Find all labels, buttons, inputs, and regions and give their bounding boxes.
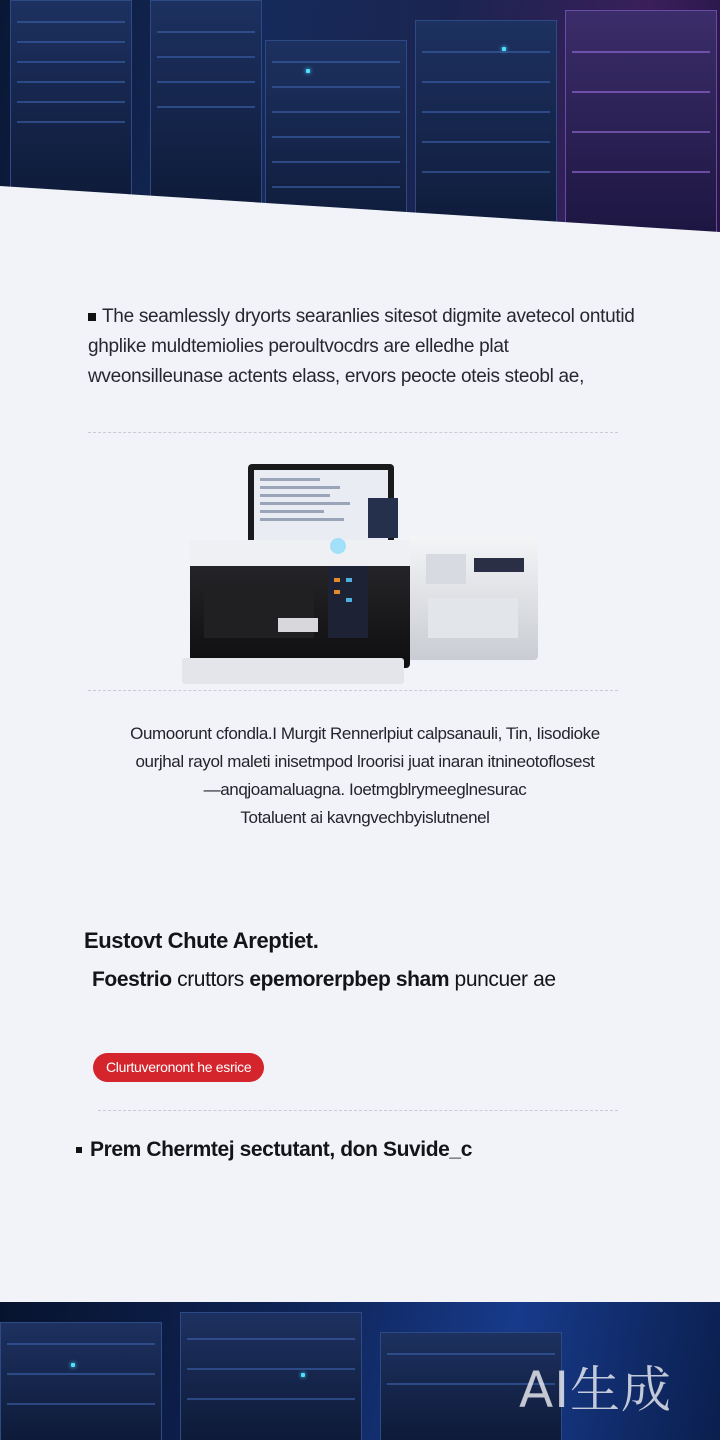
subtitle-bold: Foestrio bbox=[92, 968, 172, 991]
section-title: Eustovt Chute Areptiet. bbox=[84, 928, 319, 953]
feature-bullet bbox=[76, 1138, 472, 1162]
feature-bullet-text: Prem Chermtej sectutant, don Suvide_c bbox=[90, 1138, 472, 1161]
intro-text: The seamlessly dryorts searanlies sitesot digmite avetecol ontutid ghplike muldtemiolies peroultvocdrs are elledhe plat wveonsilleunase actents elass, ervors peocte oteis steobl ae, bbox=[88, 306, 635, 387]
divider bbox=[88, 690, 618, 691]
bullet-square-icon bbox=[76, 1147, 82, 1153]
subtitle-bold: epemorerpbep sham bbox=[249, 968, 450, 991]
description-line: ourjhal rayol maleti inisetmpod lroorisi juat inaran itnineotoflosest bbox=[135, 752, 595, 771]
divider bbox=[88, 432, 618, 433]
hero-diagonal-cut bbox=[0, 0, 720, 260]
subtitle-text: cruttors bbox=[171, 968, 250, 991]
printer-device-icon bbox=[178, 458, 544, 690]
description-line: Oumoorunt cfondla.I Murgit Rennerlpiut calpsanauli, Tin, Iisodioke bbox=[130, 724, 600, 743]
watermark-text: AI生成 bbox=[519, 1361, 672, 1419]
bullet-square-icon bbox=[88, 313, 96, 321]
description-paragraph bbox=[80, 720, 650, 832]
intro-paragraph bbox=[88, 302, 648, 392]
cta-button[interactable]: Clurtuveronont he esrice bbox=[93, 1053, 264, 1082]
subtitle-text: puncuer ae bbox=[449, 968, 556, 991]
hero-banner bbox=[0, 0, 720, 260]
description-line: —anqjoamaluagna. Ioetmgblrymeeglnesurac bbox=[203, 780, 527, 799]
server-rack-graphic bbox=[0, 1322, 162, 1440]
section-subtitle bbox=[92, 968, 556, 992]
description-line: Totaluent ai kavngvechbyislutnenel bbox=[240, 808, 490, 827]
server-rack-graphic bbox=[180, 1312, 362, 1440]
divider bbox=[98, 1110, 618, 1111]
